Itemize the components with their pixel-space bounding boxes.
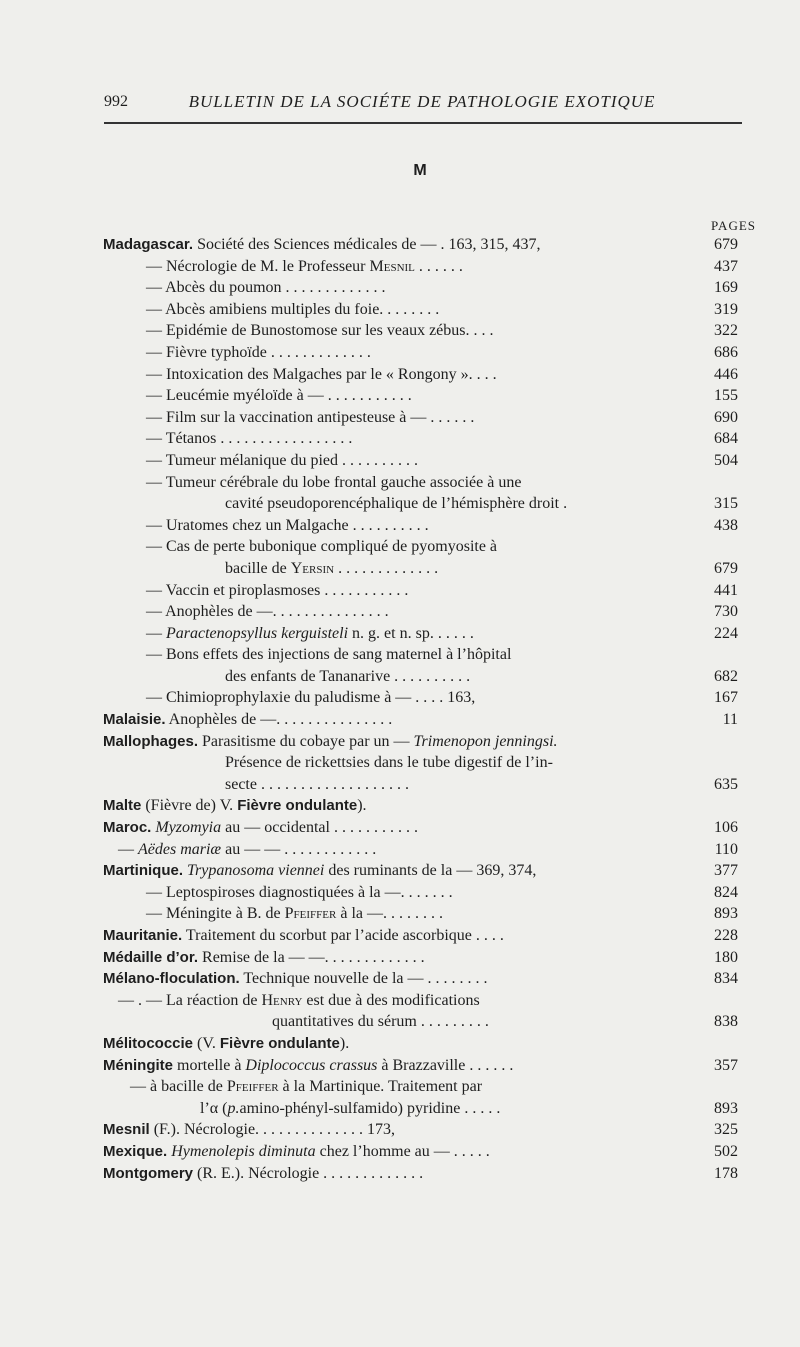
index-line (0, 666, 800, 688)
entry-text (146, 428, 352, 450)
entry-text (103, 795, 367, 817)
entry-italic-term: Trypanosoma viennei (187, 862, 325, 880)
entry-text (146, 536, 497, 558)
entry-page-ref: 690 (714, 408, 738, 426)
entry-segment: à Brazzaville . . . . . . (377, 1056, 514, 1074)
entry-italic-term: Myzomyia (155, 819, 222, 837)
entry-headword: Mexique. (103, 1142, 168, 1160)
index-line (0, 990, 800, 1012)
entry-page-ref: 322 (714, 322, 738, 340)
entry-segment: secte . . . . . . . . . . . . . . . . . . . (225, 775, 409, 793)
entry-segment: — Bons effets des injections de sang maternel à l’hôpital (146, 646, 512, 664)
entry-segment: est due à des modifications (302, 991, 480, 1009)
entry-headword: Fièvre ondulante (219, 1034, 340, 1052)
entry-page-ref: 686 (714, 343, 738, 361)
entry-text (103, 1033, 349, 1055)
index-line (0, 687, 800, 709)
index-line (0, 1011, 800, 1033)
index-line (0, 277, 800, 299)
entry-text (146, 450, 418, 472)
entry-page-ref: 357 (714, 1056, 738, 1074)
index-line (0, 882, 800, 904)
entry-text (103, 1055, 513, 1077)
entry-italic-term: p. (227, 1099, 240, 1117)
entry-text (118, 839, 376, 861)
entry-text (225, 493, 567, 515)
entry-segment: — Nécrologie de M. le Professeur (146, 257, 370, 275)
entry-segment: Yersin (290, 559, 335, 577)
entry-segment: — Cas de perte bubonique compliqué de pyomyosite à (146, 538, 498, 556)
index-line (0, 903, 800, 925)
entry-segment: — Uratomes chez un Malgache . . . . . . . . . . (146, 516, 429, 534)
entry-segment: — Vaccin et piroplasmoses . . . . . . . . . . . (146, 581, 409, 599)
entry-headword: Malte (103, 797, 142, 815)
entry-headword: Mauritanie. (103, 927, 183, 944)
index-line (0, 752, 800, 774)
entry-page-ref: 319 (714, 300, 738, 318)
entry-text (103, 709, 392, 731)
entry-page-ref: 325 (714, 1121, 738, 1139)
entry-segment: n. g. et n. sp. . . . . . (348, 624, 474, 642)
index-line (0, 925, 800, 947)
entry-page-ref: 504 (714, 451, 738, 469)
entry-page-ref: 167 (714, 689, 738, 707)
entry-text (225, 774, 409, 796)
index-line (0, 320, 800, 342)
entry-italic-term: Aëdes mariæ (138, 840, 222, 858)
entry-page-ref: 155 (714, 387, 738, 405)
entry-headword: Mesnil (103, 1121, 150, 1139)
index-line (0, 1163, 800, 1185)
running-title: BULLETIN DE LA SOCIÉTE DE PATHOLOGIE EXOTIQUE (188, 92, 656, 111)
index-line (0, 1076, 800, 1098)
entry-text (103, 234, 541, 256)
entry-page-ref: 438 (714, 516, 738, 534)
entry-text (146, 277, 386, 299)
entry-headword: Maroc. (103, 819, 152, 837)
entry-text (103, 968, 488, 990)
index-line (0, 1119, 800, 1141)
entry-text (146, 644, 511, 666)
entry-headword: Méningite (103, 1056, 173, 1074)
entry-segment: Anophèles de —. . . . . . . . . . . . . . . (165, 711, 393, 729)
index-line (0, 256, 800, 278)
entry-segment: Société des Sciences médicales de — . 163, 315, 437, (193, 236, 541, 253)
entry-segment: — Leucémie myéloïde à — . . . . . . . . . . . (146, 387, 412, 405)
entry-segment: — Leptospiroses diagnostiquées à la —. . . . . . . (146, 883, 453, 901)
entry-segment: — à bacille de (130, 1078, 227, 1096)
index-line (0, 536, 800, 558)
entry-segment: Mesnil (369, 257, 415, 275)
entry-segment: Présence de rickettsies dans le tube digestif de l’in- (225, 754, 553, 772)
entry-segment: amino-phényl-sulfamido) pyridine . . . . . (239, 1099, 501, 1117)
entry-text (225, 752, 553, 774)
index-line (0, 1033, 800, 1055)
entry-segment: Pfeiffer (226, 1078, 279, 1096)
entry-page-ref: 169 (714, 279, 738, 297)
entry-page-ref: 838 (714, 1013, 738, 1031)
entry-text (146, 623, 474, 645)
entry-page-ref: 106 (714, 819, 738, 837)
entry-segment: à la Martinique. Traitement par (278, 1078, 483, 1096)
entry-headword: Médaille d’or. (103, 948, 199, 966)
entry-text (103, 947, 425, 969)
index-line (0, 623, 800, 645)
entry-segment: ). (357, 797, 367, 815)
entry-headword: Malaisie. (103, 711, 166, 729)
entry-segment: — Abcès du poumon . . . . . . . . . . . . . (146, 279, 386, 297)
index-line (0, 1098, 800, 1120)
entry-text (225, 558, 438, 580)
entry-segment: ). (339, 1034, 350, 1052)
entry-segment: . . . . . . . . . . . . . (334, 559, 439, 577)
entry-page-ref: 11 (722, 711, 738, 729)
entry-text (146, 687, 475, 709)
entry-headword: Mélano-floculation. (103, 970, 240, 988)
index-line (0, 385, 800, 407)
entry-headword: Martinique. (103, 862, 184, 880)
entry-text (103, 817, 418, 839)
entry-text (146, 882, 453, 904)
index-line (0, 493, 800, 515)
entry-italic-term: Diplococcus crassus (245, 1056, 378, 1074)
entry-text (103, 1119, 395, 1141)
entry-text (146, 903, 443, 925)
entry-text (146, 515, 429, 537)
entry-headword: Fièvre ondulante (237, 797, 358, 815)
entry-text (146, 342, 371, 364)
entry-page-ref: 635 (714, 775, 738, 793)
index-line (0, 428, 800, 450)
entry-headword: Madagascar. (103, 236, 194, 253)
entry-italic-term: Paractenopsyllus kerguisteli (166, 624, 349, 642)
entry-headword: Mélitococcie (103, 1034, 194, 1052)
entry-segment: — Tumeur mélanique du pied . . . . . . . . . . (146, 451, 418, 469)
entry-segment: bacille de (225, 559, 291, 577)
entry-segment: Pfeiffer (284, 905, 337, 923)
entry-segment: — Abcès amibiens multiples du foie. . . . . . . . (146, 300, 440, 318)
index-line (0, 342, 800, 364)
entry-segment: mortelle à (173, 1056, 246, 1074)
pages-column-label: PAGES (711, 218, 756, 233)
index-line (0, 774, 800, 796)
entry-segment: Remise de la — —. . . . . . . . . . . . . (198, 948, 425, 966)
page-number: 992 (104, 93, 128, 110)
entry-segment: — Tétanos . . . . . . . . . . . . . . . . . (146, 430, 353, 448)
index-line (0, 299, 800, 321)
entry-segment: — Tumeur cérébrale du lobe frontal gauche associée à une (146, 473, 522, 491)
entry-text (103, 731, 558, 753)
index-line (0, 860, 800, 882)
index-entries (0, 234, 800, 1184)
entry-page-ref: 180 (714, 948, 738, 966)
entry-segment: — Fièvre typhoïde . . . . . . . . . . . . . (146, 343, 371, 361)
entry-segment: — Chimioprophylaxie du paludisme à — . . . . 163, (146, 689, 476, 707)
entry-text (103, 1163, 423, 1185)
index-line (0, 515, 800, 537)
entry-segment: chez l’homme au — . . . . . (315, 1142, 490, 1160)
entry-segment: cavité pseudoporencéphalique de l’hémisphère droit . (225, 495, 568, 513)
index-line (0, 1141, 800, 1163)
index-line (0, 450, 800, 472)
index-line (0, 795, 800, 817)
entry-segment: (Fièvre de) V. (141, 797, 238, 815)
entry-text (225, 666, 470, 688)
entry-page-ref: 684 (714, 430, 738, 448)
entry-segment: quantitatives du sérum . . . . . . . . . (272, 1013, 489, 1031)
entry-italic-term: Trimenopon jenningsi. (413, 732, 558, 750)
entry-text (146, 385, 412, 407)
entry-italic-term: Hymenolepis diminuta (171, 1142, 316, 1160)
index-line (0, 709, 800, 731)
index-line (0, 731, 800, 753)
index-line (0, 968, 800, 990)
entry-headword: Montgomery (103, 1164, 193, 1182)
entry-segment: à la —. . . . . . . . (336, 905, 443, 923)
entry-segment: Traitement du scorbut par l’acide ascorbique . . . . (182, 927, 504, 944)
entry-text (200, 1098, 500, 1120)
entry-segment: . . . . . . (414, 257, 463, 275)
entry-headword: Mallophages. (103, 732, 199, 750)
entry-segment: — Intoxication des Malgaches par le « Rongony ». . . . (146, 365, 497, 383)
entry-segment: (V. (193, 1034, 220, 1052)
index-line (0, 558, 800, 580)
entry-text (146, 299, 439, 321)
entry-segment: — Anophèles de —. . . . . . . . . . . . . . . (146, 603, 389, 621)
index-line (0, 644, 800, 666)
entry-page-ref: 893 (714, 905, 738, 923)
entry-page-ref: 446 (714, 365, 738, 383)
section-letter: M (413, 162, 427, 179)
entry-text (103, 925, 504, 947)
entry-page-ref: 377 (714, 862, 738, 880)
entry-page-ref: 178 (714, 1164, 738, 1182)
entry-segment: — . — La réaction de (118, 991, 262, 1009)
entry-text (130, 1076, 482, 1098)
index-line (0, 580, 800, 602)
entry-text (103, 860, 536, 882)
index-line (0, 947, 800, 969)
header-rule (104, 122, 742, 124)
entry-text (146, 256, 463, 278)
entry-page-ref: 224 (714, 624, 738, 642)
index-line (0, 472, 800, 494)
entry-text (146, 472, 521, 494)
index-line (0, 601, 800, 623)
entry-segment: au — — . . . . . . . . . . . . (221, 840, 377, 858)
entry-segment: au — occidental . . . . . . . . . . . (221, 819, 418, 837)
entry-page-ref: 893 (714, 1099, 738, 1117)
entry-segment: (F.). Nécrologie. . . . . . . . . . . . . . 173, (149, 1121, 396, 1139)
index-line (0, 407, 800, 429)
index-line (0, 364, 800, 386)
entry-page-ref: 315 (714, 495, 738, 513)
entry-text (146, 320, 494, 342)
entry-segment: Technique nouvelle de la — . . . . . . . . (239, 970, 488, 988)
entry-page-ref: 824 (714, 883, 738, 901)
entry-text (146, 364, 497, 386)
entry-segment: (R. E.). Nécrologie . . . . . . . . . . . . . (193, 1164, 424, 1182)
entry-segment: des ruminants de la — 369, 374, (324, 862, 537, 880)
entry-text (146, 601, 389, 623)
entry-page-ref: 437 (714, 257, 738, 275)
entry-text (118, 990, 480, 1012)
entry-text (146, 580, 408, 602)
entry-page-ref: 441 (714, 581, 738, 599)
entry-segment: Henry (261, 991, 303, 1009)
entry-page-ref: 730 (714, 603, 738, 621)
running-header (0, 88, 800, 124)
entry-page-ref: 834 (714, 970, 738, 988)
entry-text (103, 1141, 490, 1163)
entry-segment: l’α ( (200, 1099, 228, 1117)
index-line (0, 817, 800, 839)
entry-page-ref: 110 (714, 840, 738, 858)
entry-page-ref: 679 (714, 559, 738, 577)
entry-segment: — Méningite à B. de (146, 905, 285, 923)
entry-segment: Parasitisme du cobaye par un — (198, 732, 414, 750)
index-line (0, 1055, 800, 1077)
entry-text (272, 1011, 489, 1033)
index-line (0, 234, 800, 256)
entry-page-ref: 679 (714, 236, 738, 253)
index-line (0, 839, 800, 861)
entry-segment: — Epidémie de Bunostomose sur les veaux zébus. . . . (146, 322, 494, 340)
entry-text (146, 407, 474, 429)
entry-page-ref: 502 (714, 1142, 738, 1160)
entry-segment: — (146, 624, 166, 642)
entry-page-ref: 228 (714, 927, 738, 944)
entry-segment: — (118, 840, 138, 858)
entry-page-ref: 682 (714, 667, 738, 685)
entry-segment: — Film sur la vaccination antipesteuse à — . . . . . . (146, 408, 475, 426)
entry-segment: des enfants de Tananarive . . . . . . . . . . (225, 667, 471, 685)
